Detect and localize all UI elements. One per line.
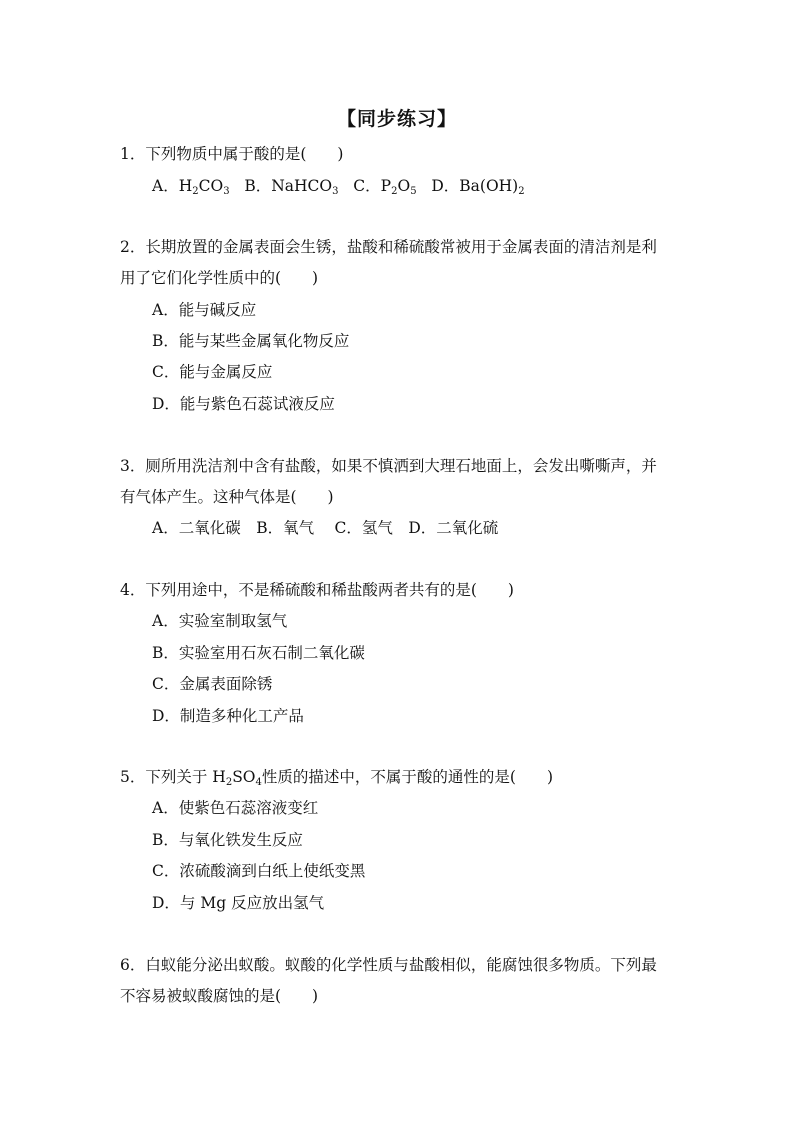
- q4-option-b: B．实验室用石灰石制二氧化碳: [152, 644, 365, 662]
- q1-option-c: C．$P_2O_5$: [353, 177, 417, 197]
- question-2-stem-line-2: 用了它们化学性质中的( ): [120, 269, 319, 287]
- page-title: 【同步练习】: [336, 108, 457, 130]
- q4-option-c: C．金属表面除锈: [152, 675, 273, 693]
- q4-option-a: A．实验室制取氢气: [152, 612, 288, 630]
- q5-option-c: C．浓硫酸滴到白纸上使纸变黑: [152, 862, 366, 880]
- q1-option-d: D．$Ba(OH)_2$: [431, 177, 525, 197]
- question-6-stem-line-2: 不容易被蚁酸腐蚀的是( ): [120, 987, 319, 1005]
- question-3-options: A．二氧化碳 B．氧气 C．氢气 D．二氧化硫: [152, 519, 499, 537]
- q2-option-c: C．能与金属反应: [152, 363, 273, 381]
- q2-option-d: D．能与紫色石蕊试液反应: [152, 395, 335, 413]
- q4-option-d: D．制造多种化工产品: [152, 707, 304, 725]
- q5-option-a: A．使紫色石蕊溶液变红: [152, 799, 319, 817]
- question-5-stem: 5．下列关于 $H_2SO_4$性质的描述中，不属于酸的通性的是( ): [120, 768, 553, 788]
- question-1-stem: 1．下列物质中属于酸的是( ): [120, 145, 344, 163]
- question-1-options: [152, 176, 525, 196]
- q1-option-b: B．NaHCO$_3$: [244, 177, 339, 197]
- question-6-stem-line-1: 6．白蚁能分泌出蚁酸。蚁酸的化学性质与盐酸相似，能腐蚀很多物质。下列最: [120, 956, 657, 974]
- q5-option-d: D．与 Mg 反应放出氢气: [152, 894, 325, 912]
- q5-option-b: B．与氧化铁发生反应: [152, 831, 303, 849]
- q2-option-b: B．能与某些金属氧化物反应: [152, 332, 350, 350]
- question-3-stem-line-1: 3．厕所用洗洁剂中含有盐酸，如果不慎洒到大理石地面上，会发出嘶嘶声，并: [120, 457, 657, 475]
- question-4-stem: 4．下列用途中，不是稀硫酸和稀盐酸两者共有的是( ): [120, 581, 514, 599]
- q1-option-a: A．$H_2CO_3$: [152, 177, 230, 197]
- q2-option-a: A．能与碱反应: [152, 301, 257, 319]
- question-3-stem-line-2: 有气体产生。这种气体是( ): [120, 488, 334, 506]
- question-2-stem-line-1: 2．长期放置的金属表面会生锈，盐酸和稀硫酸常被用于金属表面的清洁剂是利: [120, 238, 657, 256]
